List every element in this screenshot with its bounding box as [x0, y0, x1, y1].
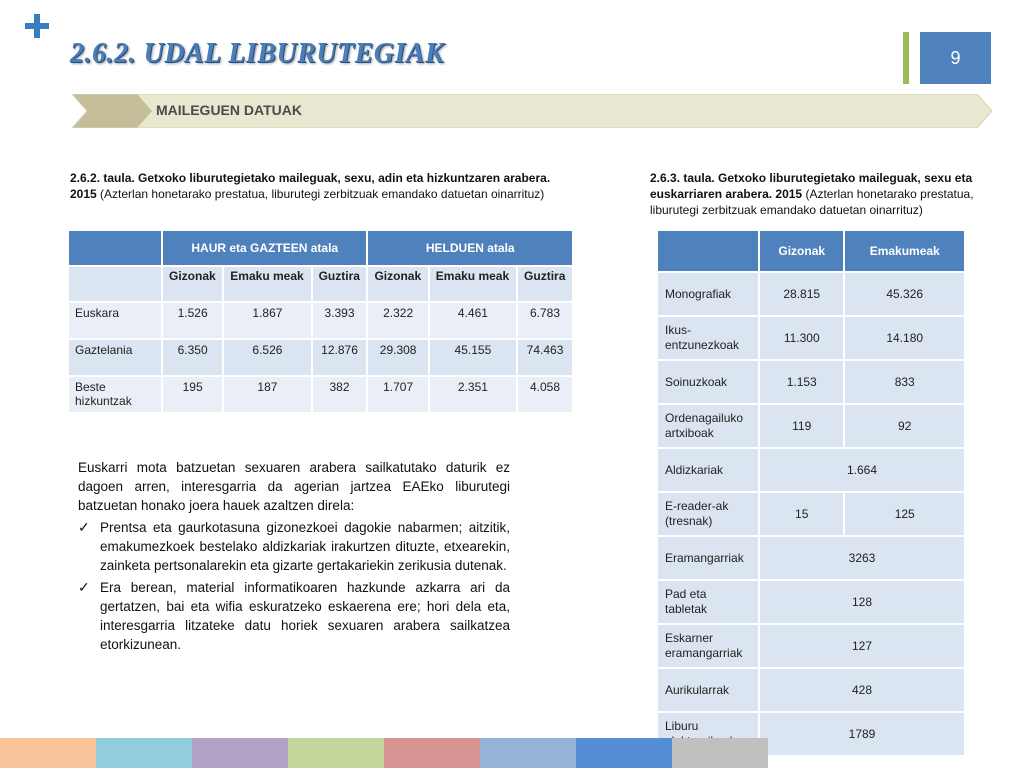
footer-color-block	[0, 738, 96, 768]
table-row	[658, 537, 964, 579]
plus-logo-icon	[25, 14, 49, 38]
table2-cell: 119	[760, 405, 843, 447]
table2-caption-title: 2.6.3. taula. Getxoko liburutegietako maileguak, sexu eta euskarriaren arabera. 2015	[650, 171, 973, 201]
table1-subheader: Emaku meak	[224, 267, 310, 301]
table2-corner	[658, 231, 758, 271]
footer-color-block	[288, 738, 384, 768]
table1-row-label: Euskara	[69, 303, 161, 338]
table1-cell: 74.463	[518, 340, 572, 375]
table2-caption-source: (Azterlan honetarako prestatua, liburutegi zerbitzuak emandako datuetan oinarrituz)	[650, 187, 974, 217]
table1-caption-source: (Azterlan honetarako prestatua, liburutegi zerbitzuak emandako datuetan oinarrituz)	[96, 187, 545, 201]
table1-subheader: Gizonak	[163, 267, 222, 301]
table1-cell: 29.308	[368, 340, 427, 375]
table2-row-label: Eramangarriak	[658, 537, 758, 579]
table1-cell: 1.707	[368, 377, 427, 412]
table2-row-label: Monografiak	[658, 273, 758, 315]
table2-row-label: Eskarner eramangarriak	[658, 625, 758, 667]
footer-color-block	[672, 738, 768, 768]
table-row	[658, 317, 964, 359]
table2-row-label: Pad eta tabletak	[658, 581, 758, 623]
table1-subheader-empty	[69, 267, 161, 301]
table1-row-label: Gaztelania	[69, 340, 161, 375]
table1-cell: 6.783	[518, 303, 572, 338]
table1-subheader: Gizonak	[368, 267, 427, 301]
page-title: 2.6.2. UDAL LIBURUTEGIAK	[70, 38, 445, 69]
table1-cell: 3.393	[313, 303, 367, 338]
table2-cell: 14.180	[845, 317, 964, 359]
table-row	[658, 273, 964, 315]
table2-caption	[650, 170, 980, 218]
bullet-text: Prentsa eta gaurkotasuna gizonezkoei dagokie nabarmen; aitzitik, emakumezkoek bestelako aldizkariak irakurtzen dituzte, etxearekin, zainketa pertsonalarekin eta gizarte gertakariekin zerikusia dutenak.	[100, 520, 510, 573]
table2-merged-cell: 128	[760, 581, 964, 623]
table1-caption	[70, 170, 560, 202]
table1-group-header: HAUR eta GAZTEEN atala	[163, 231, 366, 265]
table2-row-label: Aurikularrak	[658, 669, 758, 711]
table2-merged-cell: 127	[760, 625, 964, 667]
table1-caption-title: 2.6.2. taula. Getxoko liburutegietako maileguak, sexu, adin eta hizkuntzaren arabera. 2015	[70, 171, 551, 201]
table-row	[69, 377, 572, 412]
table1-cell: 6.350	[163, 340, 222, 375]
table2-cell: 45.326	[845, 273, 964, 315]
table2-row-label: E-reader-ak (tresnak)	[658, 493, 758, 535]
table1-cell: 187	[224, 377, 310, 412]
table2-merged-cell: 1789	[760, 713, 964, 755]
footer-color-block	[384, 738, 480, 768]
table-row	[658, 449, 964, 491]
table2-header: Emakumeak	[845, 231, 964, 271]
list-item	[78, 518, 510, 575]
table-row	[658, 581, 964, 623]
checkmark-icon: ✓	[78, 579, 90, 595]
table1-subheader: Guztira	[518, 267, 572, 301]
table2-row-label: Ordenagailuko artxiboak	[658, 405, 758, 447]
body-text	[78, 458, 510, 654]
table2-merged-cell: 1.664	[760, 449, 964, 491]
table1-subheader: Guztira	[313, 267, 367, 301]
table2-merged-cell: 428	[760, 669, 964, 711]
list-item	[78, 578, 510, 654]
page-number: 9	[920, 32, 991, 84]
footer-color-block	[480, 738, 576, 768]
table-row	[658, 625, 964, 667]
accent-divider	[903, 32, 909, 84]
intro-paragraph: Euskarri mota batzuetan sexuaren arabera sailkatutako daturik ez dagoen arren, interesgarria da agerian jartzea EAEko liburutegi batzuetan honako joera hauek azaltzen direla:	[78, 460, 510, 513]
table1-cell: 195	[163, 377, 222, 412]
table1-cell: 6.526	[224, 340, 310, 375]
table2-row-label: Aldizkariak	[658, 449, 758, 491]
table2-cell: 1.153	[760, 361, 843, 403]
table1-cell: 4.058	[518, 377, 572, 412]
table1-cell: 382	[313, 377, 367, 412]
table2-row-label: Ikus-entzunezkoak	[658, 317, 758, 359]
table1-group-header: HELDUEN atala	[368, 231, 572, 265]
footer-color-strip	[0, 738, 768, 768]
table1-cell: 45.155	[430, 340, 516, 375]
table-row	[69, 303, 572, 338]
footer-color-block	[576, 738, 672, 768]
footer-color-block	[192, 738, 288, 768]
section-banner-label: MAILEGUEN DATUAK	[156, 102, 302, 118]
table-row	[658, 669, 964, 711]
table1-cell: 4.461	[430, 303, 516, 338]
table2-row-label: Liburu	[658, 713, 758, 755]
table1-cell: 1.867	[224, 303, 310, 338]
table2-cell: 125	[845, 493, 964, 535]
table2-cell: 28.815	[760, 273, 843, 315]
table-row	[69, 340, 572, 375]
table2-cell: 92	[845, 405, 964, 447]
table1-cell: 12.876	[313, 340, 367, 375]
table2-row-label: Soinuzkoak	[658, 361, 758, 403]
table1-subheader: Emaku meak	[430, 267, 516, 301]
table-row	[658, 361, 964, 403]
table-row	[658, 493, 964, 535]
table-row	[658, 405, 964, 447]
section-banner	[72, 94, 992, 128]
table1-corner	[69, 231, 161, 265]
table1-cell: 2.351	[430, 377, 516, 412]
table2-cell: 11.300	[760, 317, 843, 359]
table2-cell: 833	[845, 361, 964, 403]
table2-header: Gizonak	[760, 231, 843, 271]
table2-merged-cell: 3263	[760, 537, 964, 579]
media-loans-table	[656, 229, 966, 757]
table1-row-label: Beste hizkuntzak	[69, 377, 161, 412]
checkmark-icon: ✓	[78, 519, 90, 535]
bullet-text: Era berean, material informatikoaren hazkunde azkarra ari da gertatzen, bai eta wifia eskuratzeko eskaerena ere; hori dela eta, interesgarria litzateke datu horiek sexuaren arabera sailkatzea etorkizunean.	[100, 580, 510, 652]
table1-cell: 1.526	[163, 303, 222, 338]
language-loans-table	[67, 229, 574, 414]
footer-color-block	[96, 738, 192, 768]
table2-cell: 15	[760, 493, 843, 535]
table1-cell: 2.322	[368, 303, 427, 338]
